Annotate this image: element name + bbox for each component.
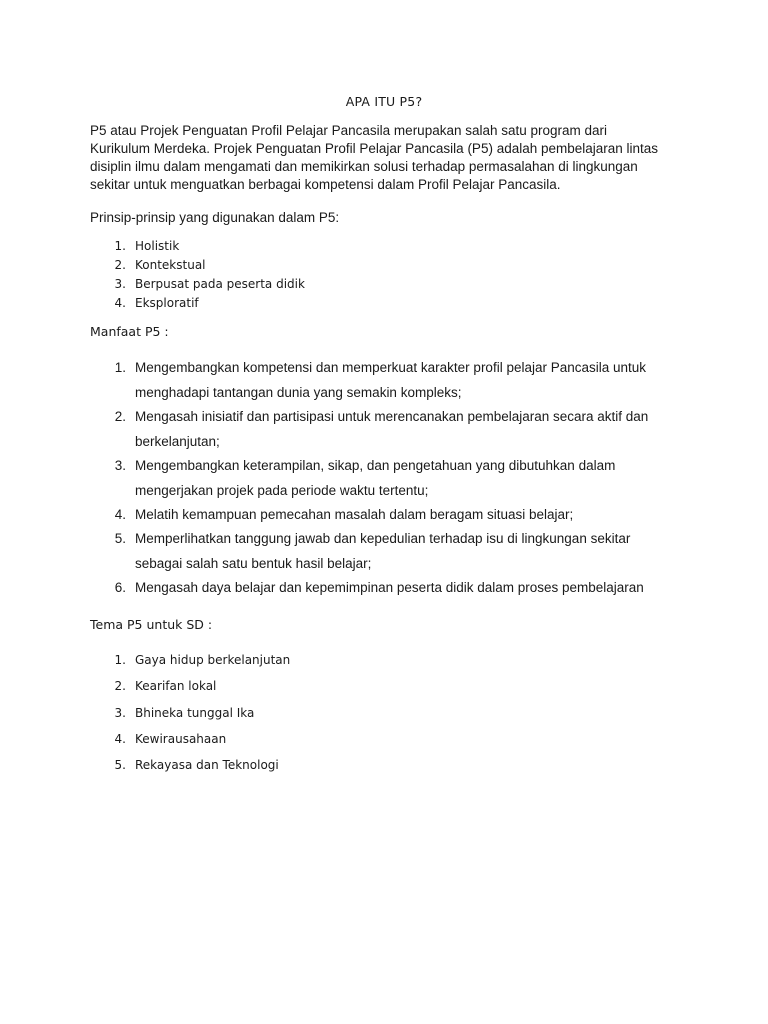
list-number: 5. [114, 531, 126, 546]
list-number: 4. [114, 296, 126, 310]
page-title: APA ITU P5? [345, 94, 423, 109]
list-number: 2. [114, 409, 126, 424]
list-text: Kewirausahaan [135, 732, 227, 746]
list-number: 1. [114, 239, 126, 253]
list-text: Mengembangkan keterampilan, sikap, dan pengetahuan yang dibutuhkan dalam mengerjakan projek pada periode waktu tertentu; [135, 458, 616, 498]
intro-line: Kurikulum Merdeka. Projek Penguatan Profil Pelajar Pancasila (P5) adalah pembelajaran lintas [90, 141, 659, 156]
list-number: 3. [114, 277, 126, 291]
intro-line: P5 atau Projek Penguatan Profil Pelajar Pancasila merupakan salah satu program dari [90, 123, 608, 138]
list-number: 2. [114, 679, 126, 693]
list-text: Holistik [135, 239, 180, 253]
prinsip-heading: Prinsip-prinsip yang digunakan dalam P5: [90, 210, 340, 225]
list-text: Kearifan lokal [135, 679, 217, 693]
intro-line: disiplin ilmu dalam mengamati dan memikirkan solusi terhadap permasalahan di lingkungan [90, 159, 638, 174]
intro-paragraph [90, 122, 690, 194]
list-text: Rekayasa dan Teknologi [135, 758, 279, 772]
list-text: Memperlihatkan tanggung jawab dan kepedulian terhadap isu di lingkungan sekitar sebagai salah satu bentuk hasil belajar; [135, 531, 631, 571]
list-text: Kontekstual [135, 258, 206, 272]
list-text: Mengembangkan kompetensi dan memperkuat karakter profil pelajar Pancasila untuk menghadapi tantangan dunia yang semakin kompleks; [135, 360, 647, 400]
tema-heading: Tema P5 untuk SD : [90, 617, 213, 632]
list-text: Mengasah daya belajar dan kepemimpinan peserta didik dalam proses pembelajaran [135, 580, 644, 595]
list-number: 3. [114, 706, 126, 720]
list-text: Melatih kemampuan pemecahan masalah dalam beragam situasi belajar; [135, 507, 574, 522]
list-number: 6. [114, 580, 126, 595]
list-text: Gaya hidup berkelanjutan [135, 653, 291, 667]
list-number: 1. [114, 360, 126, 375]
list-text: Bhineka tunggal Ika [135, 706, 255, 720]
list-number: 4. [114, 507, 126, 522]
list-number: 1. [114, 653, 126, 667]
list-number: 2. [114, 258, 126, 272]
list-number: 3. [114, 458, 126, 473]
list-text: Eksploratif [135, 296, 199, 310]
list-text: Berpusat pada peserta didik [135, 277, 305, 291]
manfaat-heading: Manfaat P5 : [90, 324, 169, 339]
list-text: Mengasah inisiatif dan partisipasi untuk merencanakan pembelajaran secara aktif dan berkelanjutan; [135, 409, 649, 449]
list-number: 5. [114, 758, 126, 772]
list-number: 4. [114, 732, 126, 746]
intro-line: sekitar untuk menguatkan berbagai kompetensi dalam Profil Pelajar Pancasila. [90, 177, 561, 192]
